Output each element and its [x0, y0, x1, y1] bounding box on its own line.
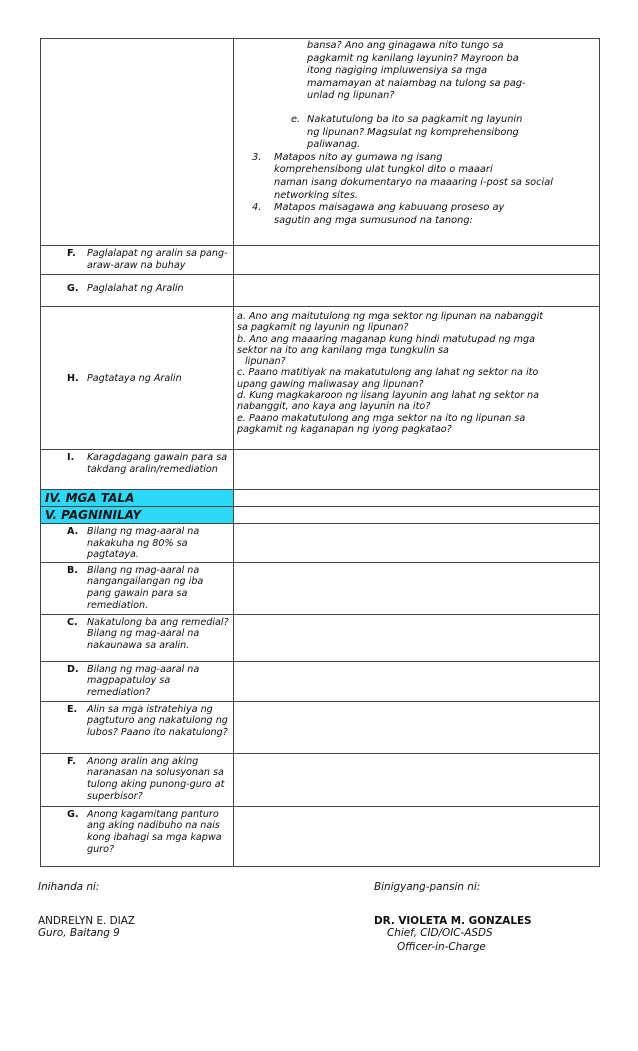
reflection-row: G. Anong kagamitang panturo ang aking nadibuho na nais kong ibahagi sa mga kapwa guro? — [41, 806, 600, 866]
reflection-row: B. Bilang ng mag-aaral na nangangailangan ng iba pang gawain para sa remediation. — [41, 562, 600, 614]
row-f-content — [234, 246, 600, 275]
reflection-row: D. Bilang ng mag-aaral na magpapatuloy sa remediation? — [41, 661, 600, 701]
row-g-label: Paglalahat ng Aralin — [87, 283, 184, 294]
reflection-row: C. Nakatulong ba ang remedial? Bilang ng mag-aaral na nakaunawa sa aralin. — [41, 614, 600, 661]
row-h-label: Pagtataya ng Aralin — [87, 372, 182, 384]
section-v-row — [41, 507, 600, 524]
procedure-continued-cell — [234, 39, 600, 246]
prepared-title: Guro, Baitang 9 — [38, 927, 120, 939]
item-d-continued: bansa? Ano ang ginagawa nito tungo sa pagkamit ng kanilang layunin? Mayroon ba itong nagiging impluwensiya sa mga mamamayan at naiambag na tulong sa pag- unlad ng lipunan? — [307, 40, 526, 102]
reflection-row: A. Bilang ng mag-aaral na nakakuha ng 80% sa pagtataya. — [41, 524, 600, 563]
row-f: F. Paglalapat ng aralin sa pang-araw-araw na buhay — [41, 246, 600, 275]
prepared-label: Inihanda ni: — [38, 881, 100, 893]
noted-name: DR. VIOLETA M. GONZALES — [374, 915, 532, 927]
row-g: G. Paglalahat ng Aralin — [41, 275, 600, 307]
row-f-label: Paglalapat ng aralin sa pang-araw-araw na buhay — [87, 248, 228, 271]
prepared-name: ANDRELYN E. DIAZ — [38, 915, 135, 927]
lesson-plan-table — [40, 38, 600, 867]
section-iv-row — [41, 490, 600, 507]
item-4: 4. Matapos maisagawa ang kabuuang proseso ay sagutin ang mga sumusunod na tanong: — [252, 202, 505, 226]
procedure-continued-row — [41, 39, 600, 246]
reflection-row: F. Anong aralin ang aking naranasan na solusyonan sa tulong aking punong-guro at superbisor? — [41, 753, 600, 806]
item-3: 3. Matapos nito ay gumawa ng isang komprehensibong ulat tungkol dito o maaari naman isang dokumentaryo na maaaring i-post sa social networking sites. — [252, 151, 553, 201]
item-e: e. Nakatutulong ba ito sa pagkamit ng layunin ng lipunan? Magsulat ng komprehensibong paliwanag. — [291, 113, 523, 151]
reflection-row: E. Alin sa mga istratehiya ng pagtuturo ang nakatulong ng lubos? Paano ito nakatulong? — [41, 701, 600, 753]
noted-label: Binigyang-pansin ni: — [374, 881, 481, 893]
row-i: I. Karagdagang gawain para sa takdang aralin/remediation — [41, 450, 600, 490]
noted-title-2: Officer-in-Charge — [397, 941, 486, 953]
row-i-label: Karagdagang gawain para sa takdang aralin/remediation — [87, 452, 228, 475]
row-g-content — [234, 275, 600, 307]
assessment-questions: a. Ano ang maitutulong ng mga sektor ng lipunan na nabanggit sa pagkamit ng layunin ng lipunan? b. Ano ang maaaring maganap kung hindi matutupad ng mga sektor na ito ang kanilang mga tungkulin sa lipunan? c. Paano matitiyak na makatutulong ang lahat ng sektor na ito upang gawing maliwasay ang lipunan? d. Kung magkakaroon ng iisang layunin ang lahat ng sektor na nabanggit, ano kaya ang layunin na ito? e. Paano makatutulong ang mga sektor na ito ng lipunan sa pagkamit ng kaganapan ng iyong pagkatao? — [234, 307, 600, 450]
row-h: H. Pagtataya ng Aralin a. Ano ang maitutulong ng mga sektor ng lipunan na nabanggit sa pagkamit ng layunin ng lipunan? b. Ano ang maaaring maganap kung hindi matutupad ng mga sektor na ito ang kanilang mga tungkulin sa lipunan? c. Paano matitiyak na makatutulong ang lahat ng sektor na ito upang gawing maliwasay ang lipunan? d. Kung magkakaroon ng iisang layunin ang lahat ng sektor na nabanggit, ano kaya ang layunin na ito? e. Paano makatutulong ang mga sektor na ito ng lipunan sa pagkamit ng kaganapan ng iyong pagkatao? — [41, 307, 600, 450]
section-iv-title: IV. MGA TALA — [41, 490, 234, 507]
section-v-title: V. PAGNINILAY — [41, 507, 234, 524]
row-i-content — [234, 450, 600, 490]
noted-title-1: Chief, CID/OIC-ASDS — [387, 927, 493, 939]
empty-left-cell — [41, 39, 234, 246]
